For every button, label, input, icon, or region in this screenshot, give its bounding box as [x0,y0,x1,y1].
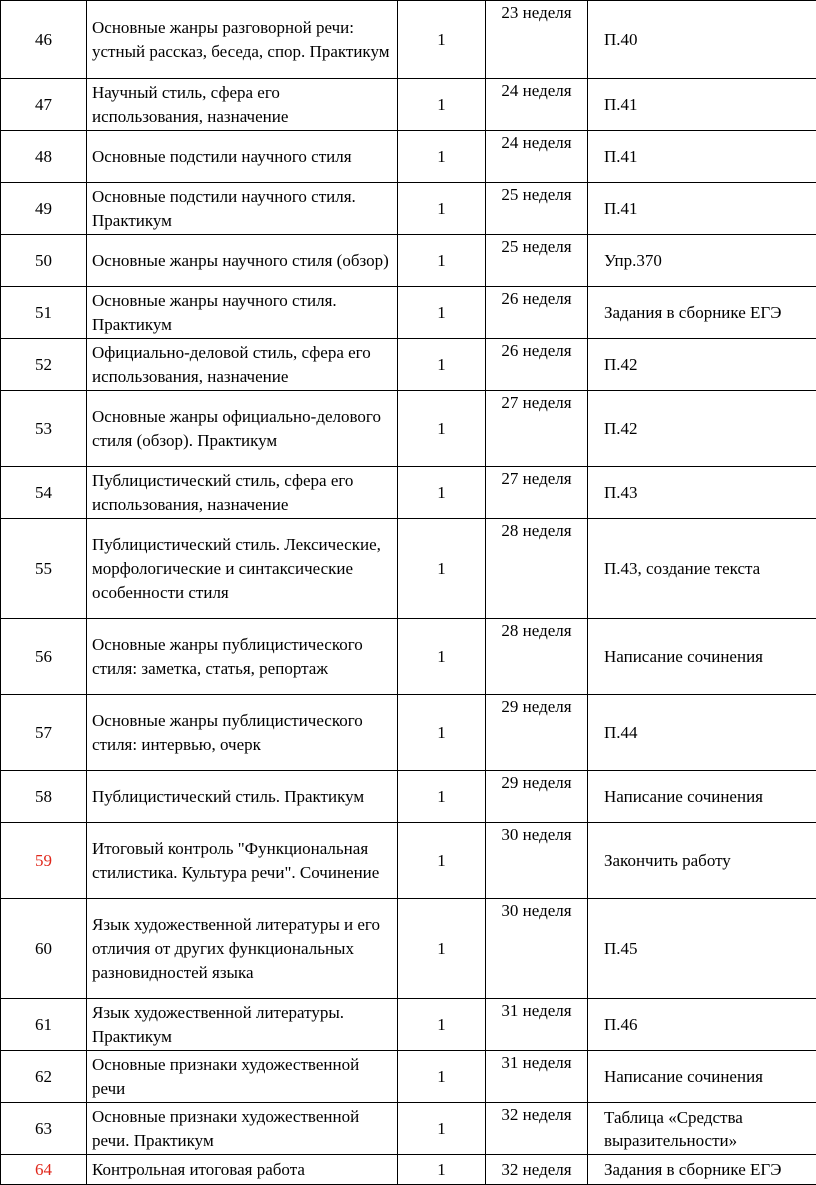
lesson-number: 46 [1,1,87,79]
lesson-topic: Итоговый контроль "Функциональная стилистика. Культура речи". Сочинение [87,823,398,899]
table-row [1,339,816,391]
table-row [1,899,816,999]
lesson-topic: Официально-деловой стиль, сфера его использования, назначение [87,339,398,391]
lesson-homework: П.43, создание текста [588,519,816,619]
lesson-week: 32 неделя [486,1155,588,1185]
lesson-hours: 1 [398,899,486,999]
lesson-topic: Основные признаки художественной речи. Практикум [87,1103,398,1155]
lesson-hours: 1 [398,131,486,183]
lesson-homework: П.40 [588,1,816,79]
lesson-homework: П.43 [588,467,816,519]
lesson-homework: Закончить работу [588,823,816,899]
lesson-number: 56 [1,619,87,695]
lesson-hours: 1 [398,1051,486,1103]
lesson-week: 31 неделя [486,999,588,1051]
lesson-topic: Научный стиль, сфера его использования, назначение [87,79,398,131]
table-row [1,771,816,823]
lesson-hours: 1 [398,79,486,131]
lesson-topic: Основные жанры публицистического стиля: заметка, статья, репортаж [87,619,398,695]
table-row [1,287,816,339]
lesson-homework: П.41 [588,183,816,235]
lesson-homework: П.44 [588,695,816,771]
lesson-week: 24 неделя [486,131,588,183]
lesson-number: 50 [1,235,87,287]
lesson-number: 53 [1,391,87,467]
lesson-week: 28 неделя [486,519,588,619]
lesson-week: 25 неделя [486,235,588,287]
lesson-number: 57 [1,695,87,771]
lesson-homework: Написание сочинения [588,619,816,695]
lesson-week: 25 неделя [486,183,588,235]
lesson-topic: Язык художественной литературы. Практикум [87,999,398,1051]
lesson-number: 63 [1,1103,87,1155]
lesson-number-highlighted: 64 [1,1155,87,1185]
table-row [1,131,816,183]
lesson-hours: 1 [398,1103,486,1155]
table-row [1,519,816,619]
lesson-hours: 1 [398,619,486,695]
lesson-topic: Публицистический стиль. Практикум [87,771,398,823]
table-row [1,79,816,131]
lesson-week: 29 неделя [486,695,588,771]
lesson-number: 51 [1,287,87,339]
lesson-week: 24 неделя [486,79,588,131]
table-row [1,695,816,771]
table-row [1,1103,816,1155]
lesson-homework: П.42 [588,391,816,467]
lesson-homework: Написание сочинения [588,771,816,823]
lesson-hours: 1 [398,999,486,1051]
lesson-topic: Основные подстили научного стиля [87,131,398,183]
lesson-homework: П.45 [588,899,816,999]
lesson-number: 52 [1,339,87,391]
lesson-topic: Основные жанры разговорной речи: устный рассказ, беседа, спор. Практикум [87,1,398,79]
lesson-hours: 1 [398,183,486,235]
table-row [1,619,816,695]
lesson-number: 49 [1,183,87,235]
lesson-topic: Язык художественной литературы и его отличия от других функциональных разновидностей языка [87,899,398,999]
lesson-number-highlighted: 59 [1,823,87,899]
lesson-homework: Задания в сборнике ЕГЭ [588,1155,816,1185]
lesson-hours: 1 [398,391,486,467]
lesson-week: 26 неделя [486,287,588,339]
lesson-homework: П.41 [588,131,816,183]
lesson-homework: Упр.370 [588,235,816,287]
lesson-week: 32 неделя [486,1103,588,1155]
lesson-homework: П.46 [588,999,816,1051]
lesson-number: 61 [1,999,87,1051]
lesson-topic: Публицистический стиль. Лексические, морфологические и синтаксические особенности стиля [87,519,398,619]
lesson-week: 29 неделя [486,771,588,823]
lesson-homework: П.42 [588,339,816,391]
table-row [1,235,816,287]
lesson-number: 48 [1,131,87,183]
lesson-hours: 1 [398,1155,486,1185]
lesson-homework: П.41 [588,79,816,131]
table-row [1,823,816,899]
lesson-number: 58 [1,771,87,823]
table-row [1,1,816,79]
lesson-hours: 1 [398,519,486,619]
table-row [1,999,816,1051]
lesson-week: 31 неделя [486,1051,588,1103]
lesson-hours: 1 [398,339,486,391]
lesson-topic: Основные подстили научного стиля. Практикум [87,183,398,235]
table-row [1,1051,816,1103]
lesson-topic: Основные жанры научного стиля (обзор) [87,235,398,287]
lesson-hours: 1 [398,823,486,899]
lesson-number: 60 [1,899,87,999]
lesson-hours: 1 [398,467,486,519]
lesson-week: 27 неделя [486,467,588,519]
lesson-homework: Таблица «Средства выразительности» [588,1103,816,1155]
lesson-week: 27 неделя [486,391,588,467]
lesson-week: 30 неделя [486,899,588,999]
table-row [1,1155,816,1185]
table-row [1,183,816,235]
lesson-topic: Основные жанры научного стиля. Практикум [87,287,398,339]
lesson-hours: 1 [398,771,486,823]
lesson-number: 62 [1,1051,87,1103]
lesson-number: 55 [1,519,87,619]
lesson-topic: Контрольная итоговая работа [87,1155,398,1185]
table-row [1,391,816,467]
lesson-week: 23 неделя [486,1,588,79]
lesson-topic: Основные жанры официально-делового стиля (обзор). Практикум [87,391,398,467]
lesson-number: 54 [1,467,87,519]
table-row [1,467,816,519]
lesson-homework: Задания в сборнике ЕГЭ [588,287,816,339]
lesson-number: 47 [1,79,87,131]
lesson-hours: 1 [398,695,486,771]
lesson-topic: Основные признаки художественной речи [87,1051,398,1103]
lesson-hours: 1 [398,235,486,287]
lesson-week: 30 неделя [486,823,588,899]
lesson-week: 28 неделя [486,619,588,695]
lesson-topic: Основные жанры публицистического стиля: интервью, очерк [87,695,398,771]
lesson-week: 26 неделя [486,339,588,391]
lesson-hours: 1 [398,1,486,79]
lesson-homework: Написание сочинения [588,1051,816,1103]
lesson-hours: 1 [398,287,486,339]
lesson-topic: Публицистический стиль, сфера его использования, назначение [87,467,398,519]
